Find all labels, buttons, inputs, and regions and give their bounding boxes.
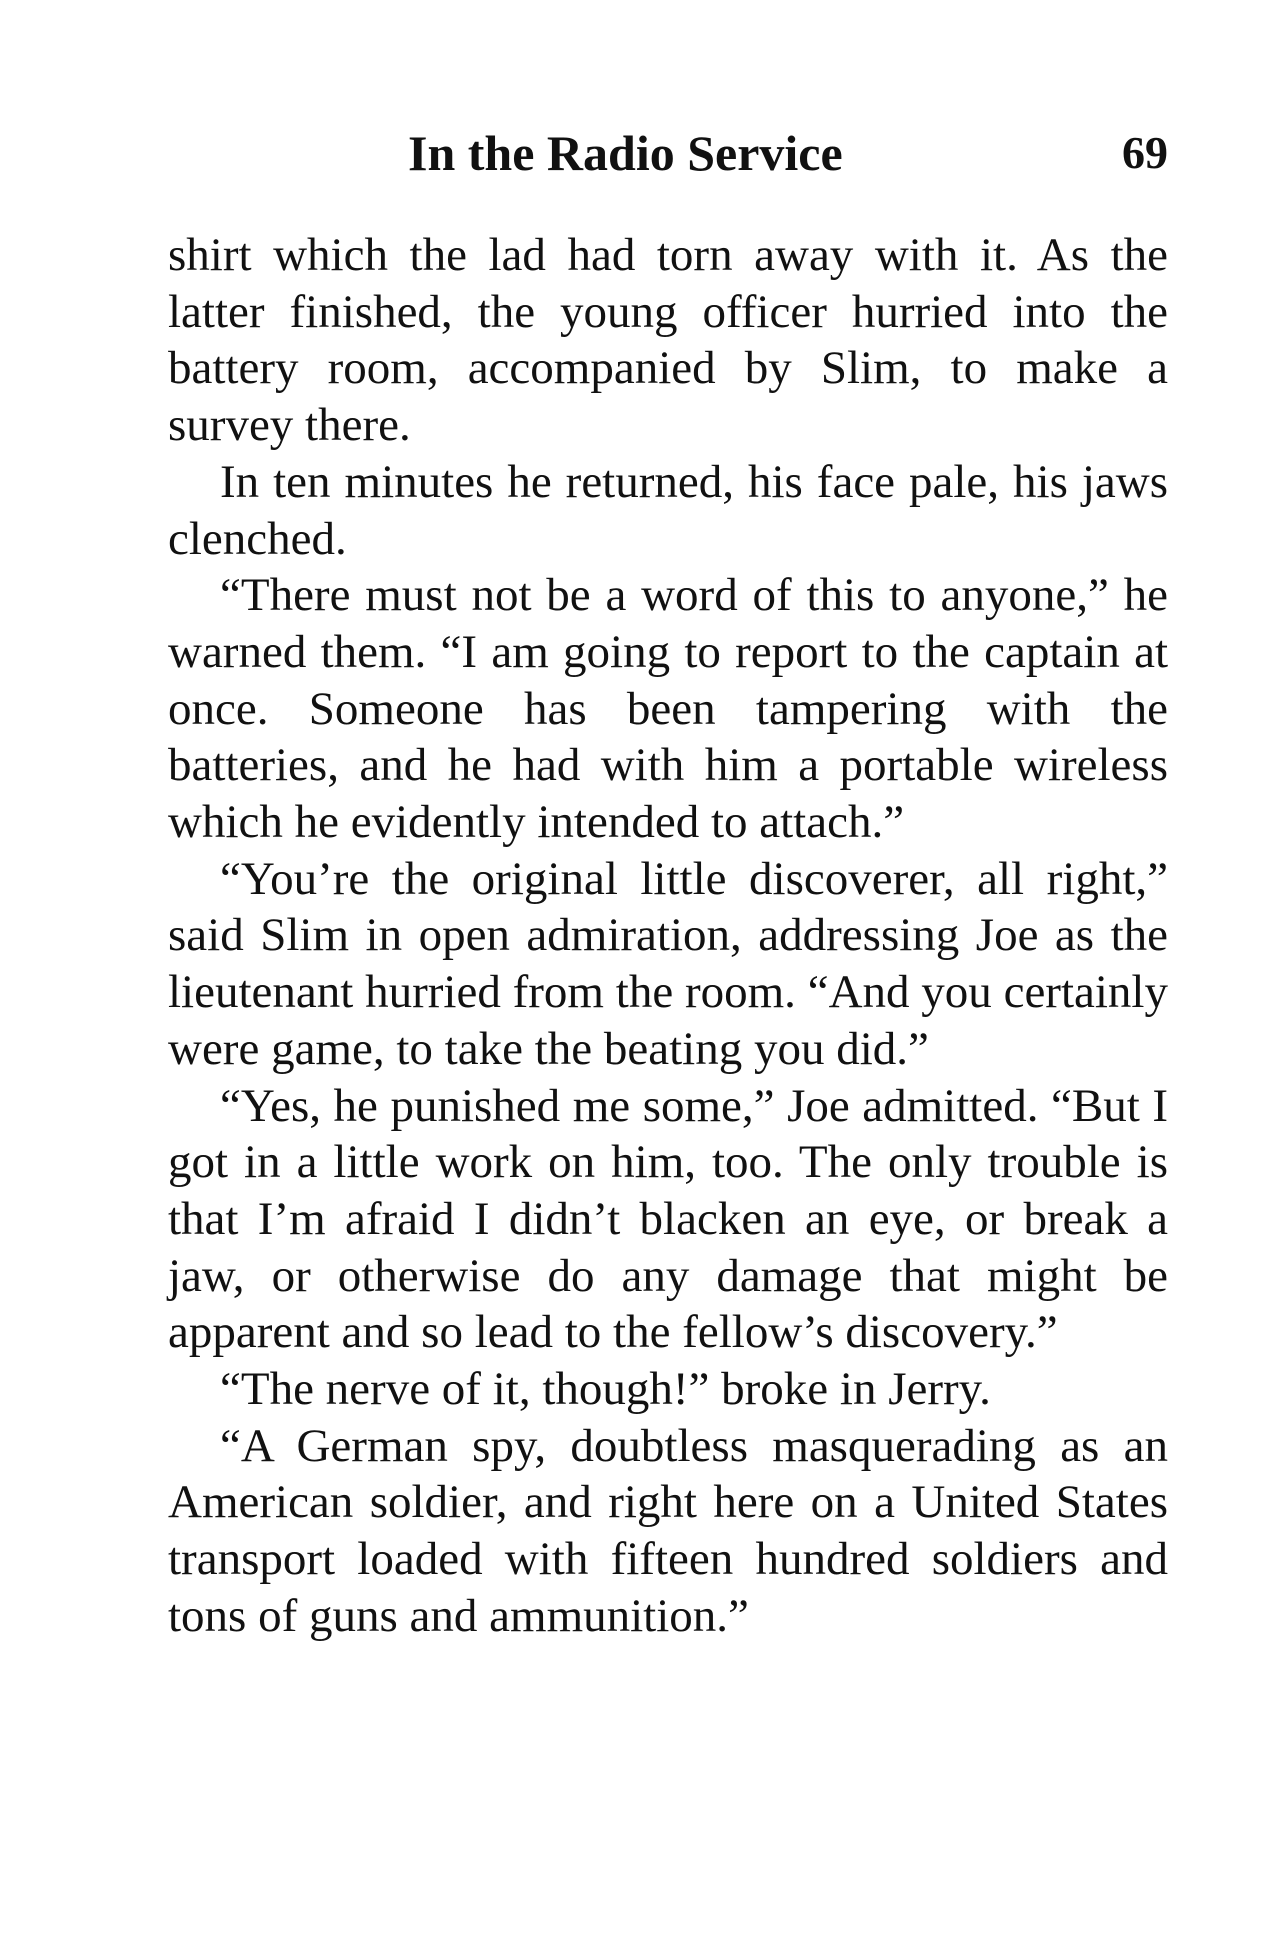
page-number: 69 (1122, 127, 1168, 178)
paragraph: In ten minutes he returned, his face pale, his jaws clenched. (168, 455, 1168, 565)
page-header (168, 118, 1168, 188)
paragraph: “There must not be a word of this to anyone,” he warned them. “I am going to report to the captain at once. Someone has been tampering with the batteries, and he had with him a portable wireless which he evidently intended to attach.” (168, 569, 1168, 849)
paragraph: “You’re the original little discoverer, all right,” said Slim in open admiration, addressing Joe as the lieutenant hurried from the room. “And you certainly were game, to take the beating you did.” (168, 852, 1168, 1075)
paragraph: “The nerve of it, though!” broke in Jerry. (220, 1363, 991, 1416)
body-text (168, 227, 1168, 1645)
paragraph: “A German spy, doubtless masquerading as an American soldier, and right here on a United States transport loaded with fifteen hundred soldiers and tons of guns and ammunition.” (168, 1419, 1168, 1642)
paragraph: “Yes, he punished me some,” Joe admitted. “But I got in a little work on him, too. The only trouble is that I’m afraid I didn’t blacken an eye, or break a jaw, or otherwise do any damage that might be apparent and so lead to the fellow’s discovery.” (168, 1079, 1168, 1359)
paragraph-continuation: shirt which the lad had torn away with it. As the latter finished, the young officer hurried into the battery room, accompanied by Slim, to make a survey there. (168, 229, 1168, 452)
running-title: In the Radio Service (408, 125, 843, 181)
